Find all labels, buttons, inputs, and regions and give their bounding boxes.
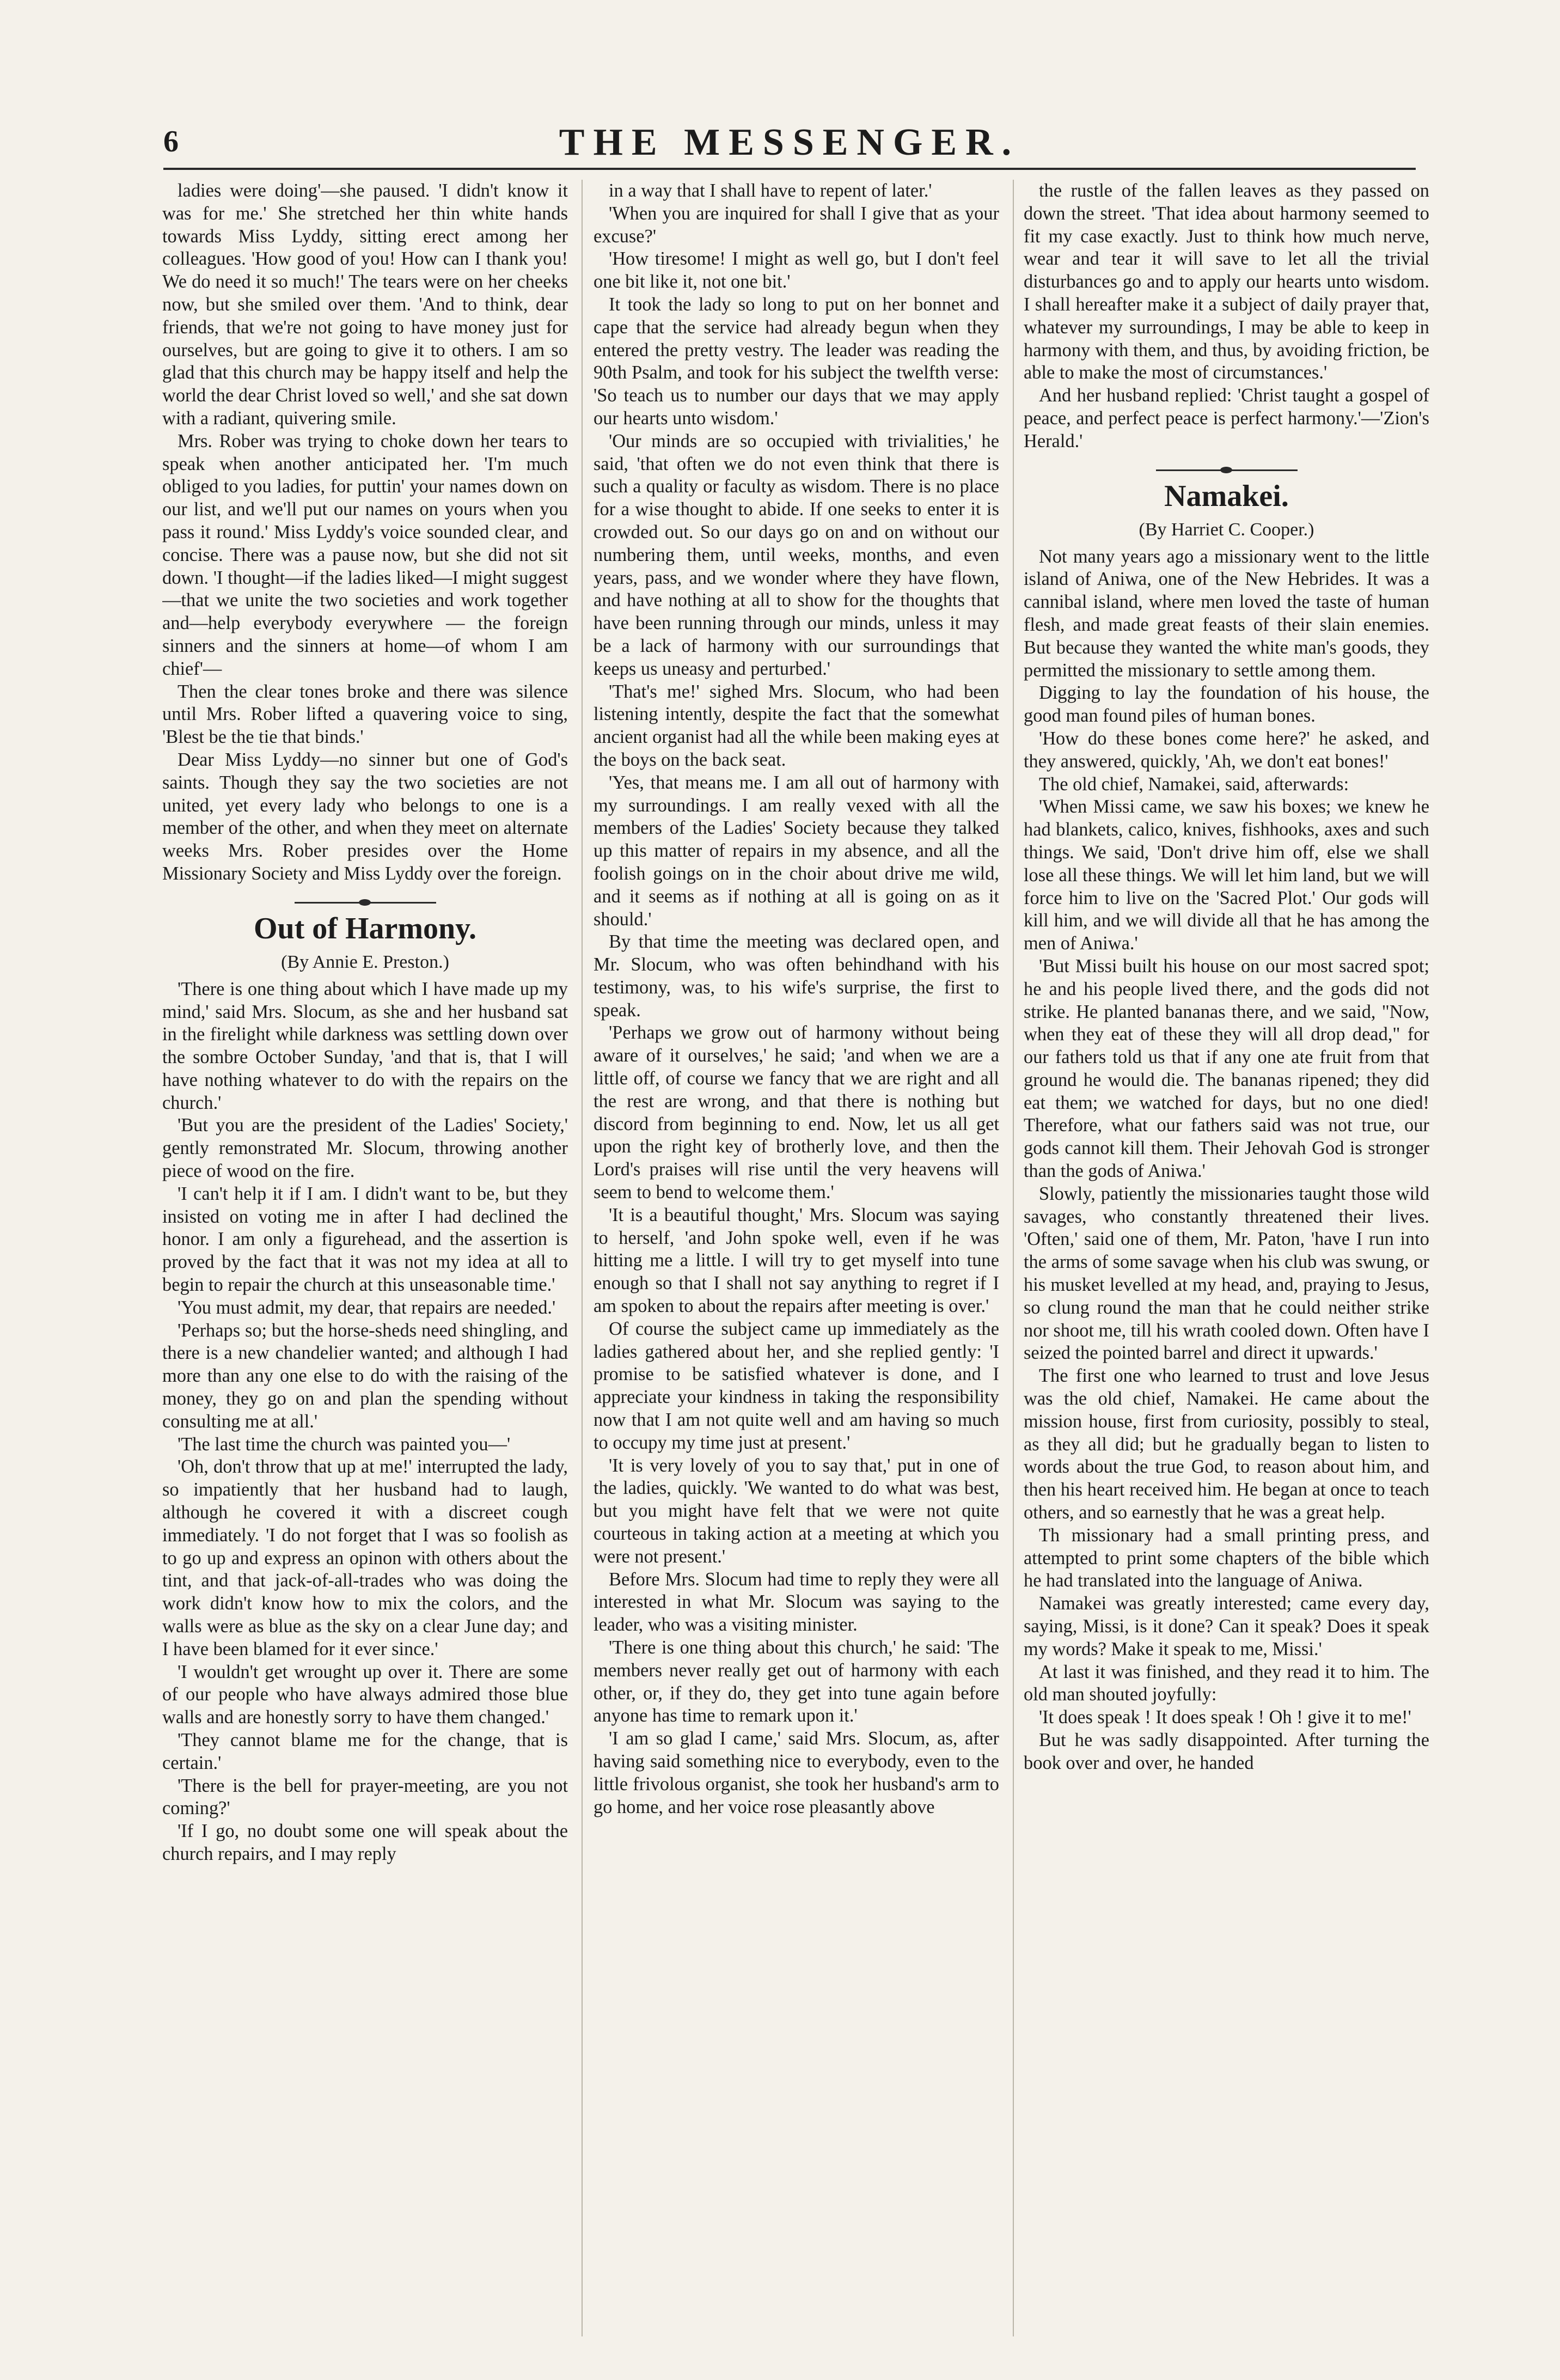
paragraph: 'There is one thing about which I have made up my mind,' said Mrs. Slocum, as she and her husband sat in the firelight while darkness was settling down over the sombre October Sunday, 'and that is, that I will have nothing whatever to do with the repairs on the church.' [162, 978, 568, 1113]
paragraph: 'It does speak ! It does speak ! Oh ! give it to me!' [1039, 1707, 1411, 1728]
story-body [1024, 546, 1429, 1775]
section-ornament [295, 899, 436, 906]
paragraph: By that time the meeting was declared open, and Mr. Slocum, who was often behindhand with his testimony, was, to his wife's surprise, the first to speak. [594, 931, 999, 1021]
paragraph: 'There is one thing about this church,' he said: 'The members never really get out of harmony with each other, or, if they do, they get into tune again before anyone has time to remark upon it.' [594, 1637, 999, 1726]
story-title-namakei: Namakei. [1164, 479, 1289, 513]
paragraph: Dear Miss Lyddy—no sinner but one of God's saints. Though they say the two societies are not united, yet every lady who belongs to one is a member of the other, and when they meet on alternate weeks Mrs. Rober presides over the Home Missionary Society and Miss Lyddy over the foreign. [162, 749, 568, 884]
paragraph: 'Perhaps so; but the horse-sheds need shingling, and there is a new chandelier wanted; and although I had more than any one else to do with the raising of the money, they go on and plan the spending without consulting me at all.' [162, 1320, 568, 1432]
paragraph: in a way that I shall have to repent of later.' [609, 180, 932, 201]
paragraph: 'Perhaps we grow out of harmony without being aware of it ourselves,' he said; 'and when we are a little off, of course we fancy that we are right and all the rest are wrong, and that there is nothing but discord from beginning to end. Now, let us all get upon the right key of brotherly love, and then the Lord's praises will rise until the very heavens will seem to bend to welcome them.' [594, 1022, 999, 1203]
masthead-title: THE MESSENGER. [559, 121, 1020, 163]
paragraph: At last it was finished, and they read it to him. The old man shouted joyfully: [1024, 1661, 1429, 1705]
paragraph: 'It is very lovely of you to say that,' put in one of the ladies, quickly. 'We wanted to do what was best, but you might have felt that we were not quite courteous in taking action at a meeting at which you were not present.' [594, 1455, 999, 1567]
column-2 [594, 180, 999, 2347]
paragraph: Mrs. Rober was trying to choke down her tears to speak when another anticipated her. 'I'm much obliged to you ladies, for puttin' your names down on our list, and we'll put our names on yours when you pass it round.' Miss Lyddy's voice sounded clear, and concise. There was a pause now, but she did not sit down. 'I thought—if the ladies liked—I might suggest—that we unite the two societies and work together and—help everybody everywhere — the foreign sinners and the sinners at home—of whom I am chief'— [162, 430, 568, 679]
paragraph: And her husband replied: 'Christ taught a gospel of peace, and perfect peace is perfect harmony.'—'Zion's Herald.' [1024, 385, 1429, 451]
column-divider [1013, 180, 1014, 2336]
paragraph: 'They cannot blame me for the change, that is certain.' [162, 1730, 568, 1773]
paragraph: 'Yes, that means me. I am all out of harmony with my surroundings. I am really vexed with all the members of the Ladies' Society because they talked up this matter of repairs in my absence, and all the foolish goings on in the choir about drive me wild, and it seems as if nothing at all is going on as it should.' [594, 772, 999, 930]
paragraph: 'If I go, no doubt some one will speak about the church repairs, and I may reply [162, 1821, 568, 1864]
story-byline: (By Annie E. Preston.) [281, 951, 449, 972]
paragraph: 'How tiresome! I might as well go, but I don't feel one bit like it, not one bit.' [594, 248, 999, 292]
story-title-out-of-harmony: Out of Harmony. [253, 911, 477, 945]
column-3-story-ending [1024, 180, 1429, 453]
paragraph: 'When Missi came, we saw his boxes; we knew he had blankets, calico, knives, fishhooks, axes and such things. We said, 'Don't drive him off, else we shall lose all these things. We will let him land, but we will force him to live on the 'Sacred Plot.' Our gods will kill him, and we will divide all that he has among the men of Aniwa.' [1024, 796, 1429, 954]
paragraph: 'Oh, don't throw that up at me!' interrupted the lady, so impatiently that her husband had to laugh, although he covered it with a discreet cough immediately. 'I do not forget that I was so foolish as to go up and express an opinon with others about the tint, and that jack-of-all-trades who was doing the work didn't know how to mix the colors, and the walls were as blue as the sky on a clear June day; and I have been blamed for it ever since.' [162, 1456, 568, 1659]
paragraph: 'It is a beautiful thought,' Mrs. Slocum was saying to herself, 'and John spoke well, even if he was hitting me a little. I will try to get myself into tune enough so that I shall not say anything to regret if I am spoken to about the repairs after meeting is over.' [594, 1204, 999, 1317]
paragraph: 'I can't help it if I am. I didn't want to be, but they insisted on voting me in after I had declined the honor. I am only a figurehead, and the assertion is proved by the fact that it was not my idea at all to begin to repair the church at this unseasonable time.' [162, 1183, 568, 1296]
paragraph: Namakei was greatly interested; came every day, saying, Missi, is it done? Can it speak? Does it speak my words? Make it speak to me, Missi.' [1024, 1593, 1429, 1659]
paragraph: 'But you are the president of the Ladies' Society,' gently remonstrated Mr. Slocum, throwing another piece of wood on the fire. [162, 1115, 568, 1182]
paragraph: the rustle of the fallen leaves as they passed on down the street. 'That idea about harmony seemed to fit my case exactly. Just to think how much nerve, wear and tear it will save to let all the trivial disturbances go and to apply our hearts unto wisdom. I shall hereafter make it a subject of daily prayer that, whatever my surroundings, I may be able to keep in harmony with them, and thus, by avoiding friction, be able to make the most of circumstances.' [1024, 180, 1429, 383]
paragraph: 'That's me!' sighed Mrs. Slocum, who had been listening intently, despite the fact that the somewhat ancient organist had all the while been making eyes at the boys on the back seat. [594, 681, 999, 770]
paragraph: Before Mrs. Slocum had time to reply they were all interested in what Mr. Slocum was saying to the leader, who was a visiting minister. [594, 1569, 999, 1636]
page-header [163, 121, 1416, 170]
paragraph: 'Our minds are so occupied with trivialities,' he said, 'that often we do not even think that there is such a quality or faculty as wisdom. There is no place for a wise thought to abide. If one seeks to enter it is crowded out. So our days go on and on without our numbering them, until weeks, months, and even years, pass, and we wonder where they have flown, and have nothing at all to show for the thoughts that have been running through our minds, unless it may be a lack of harmony with our surroundings that keeps us uneasy and perturbed.' [594, 430, 999, 679]
paragraph: Th missionary had a small printing press, and attempted to print some chapters of the bible which he had translated into the language of Aniwa. [1024, 1524, 1429, 1591]
paragraph: 'There is the bell for prayer-meeting, are you not coming?' [162, 1775, 568, 1819]
paragraph: 'How do these bones come here?' he asked, and they answered, quickly, 'Ah, we don't eat bones!' [1024, 728, 1429, 772]
story-body [162, 978, 568, 1866]
paragraph: 'You must admit, my dear, that repairs are needed.' [178, 1297, 556, 1318]
paragraph: Then the clear tones broke and there was silence until Mrs. Rober lifted a quavering voice to sing, 'Blest be the tie that binds.' [162, 681, 568, 748]
paragraph: ladies were doing'—she paused. 'I didn't know it was for me.' She stretched her thin white hands towards Miss Lyddy, sitting erect among her colleagues. 'How good of you! How can I thank you! We do need it so much!' The tears were on her cheeks now, but she smiled over them. 'And to think, dear friends, that we're not going to have money just for ourselves, but are going to give it to others. I am so glad that this church may be happy itself and help the world the dear Christ loved so well,' and she sat down with a radiant, quivering smile. [162, 180, 568, 429]
paragraph: Digging to lay the foundation of his house, the good man found piles of human bones. [1024, 682, 1429, 727]
paragraph: The first one who learned to trust and love Jesus was the old chief, Namakei. He came about the mission house, first from curiosity, possibly to steal, as they all did; but he gradually began to listen to words about the true God, to reason about him, and then his heart received him. He began at once to teach others, and so earnestly that he was a great help. [1024, 1365, 1429, 1523]
paragraph: The old chief, Namakei, said, afterwards: [1039, 773, 1349, 795]
paragraph: 'I wouldn't get wrought up over it. There are some of our people who have always admired those blue walls and are honestly sorry to have them changed.' [162, 1661, 568, 1728]
column-3 [1024, 180, 1429, 2347]
paragraph: Of course the subject came up immediately as the ladies gathered about her, and she replied gently: 'I promise to be satisfied whatever is done, and I appreciate your kindness in taking the responsibility now that I am not quite well and am having so much to occupy my time just at present.' [594, 1318, 999, 1453]
paragraph: 'But Missi built his house on our most sacred spot; he and his people lived there, and the gods did not strike. He planted bananas there, and we said, "Now, when they eat of these they will all drop dead," for our fathers told us that if any one ate fruit from that ground he would die. The bananas ripened; they did eat them; we watched for days, but no one died! Therefore, what our fathers said was not true, our gods cannot kill them. Their Jehovah God is stronger than the gods of Aniwa.' [1024, 955, 1429, 1182]
column-divider [582, 180, 583, 2336]
paragraph: But he was sadly disappointed. After turning the book over and over, he handed [1024, 1730, 1429, 1773]
paragraph: 'When you are inquired for shall I give that as your excuse?' [594, 203, 999, 247]
column-1-continued-story [162, 180, 568, 886]
column-1 [162, 180, 568, 2347]
paragraph: Slowly, patiently the missionaries taught those wild savages, who constantly threatened their lives. 'Often,' said one of them, Mr. Paton, 'have I run into the arms of some savage when his club was swung, or his musket levelled at my head, and, praying to Jesus, so clung round the man that he could neither strike nor shoot me, till his wrath cooled down. Often have I seized the pointed barrel and direct it upwards.' [1024, 1183, 1429, 1364]
column-2-story-body [594, 180, 999, 1818]
paragraph: 'I am so glad I came,' said Mrs. Slocum, as, after having said something nice to everybody, even to the little frivolous organist, she took her husband's arm to go home, and her voice rose pleasantly above [594, 1728, 999, 1817]
section-ornament [1156, 466, 1298, 474]
story-byline: (By Harriet C. Cooper.) [1139, 519, 1314, 540]
page-number: 6 [163, 125, 179, 158]
paragraph: It took the lady so long to put on her bonnet and cape that the service had already begun when they entered the pretty vestry. The leader was reading the 90th Psalm, and took for his subject the twelfth verse: 'So teach us to number our days that we may apply our hearts unto wisdom.' [594, 294, 999, 429]
paragraph: 'The last time the church was painted you—' [178, 1433, 511, 1455]
paragraph: Not many years ago a missionary went to the little island of Aniwa, one of the New Hebrides. It was a cannibal island, where men loved the taste of human flesh, and made great feasts of their slain enemies. But because they wanted the white man's goods, they permitted the missionary to settle among them. [1024, 546, 1429, 681]
